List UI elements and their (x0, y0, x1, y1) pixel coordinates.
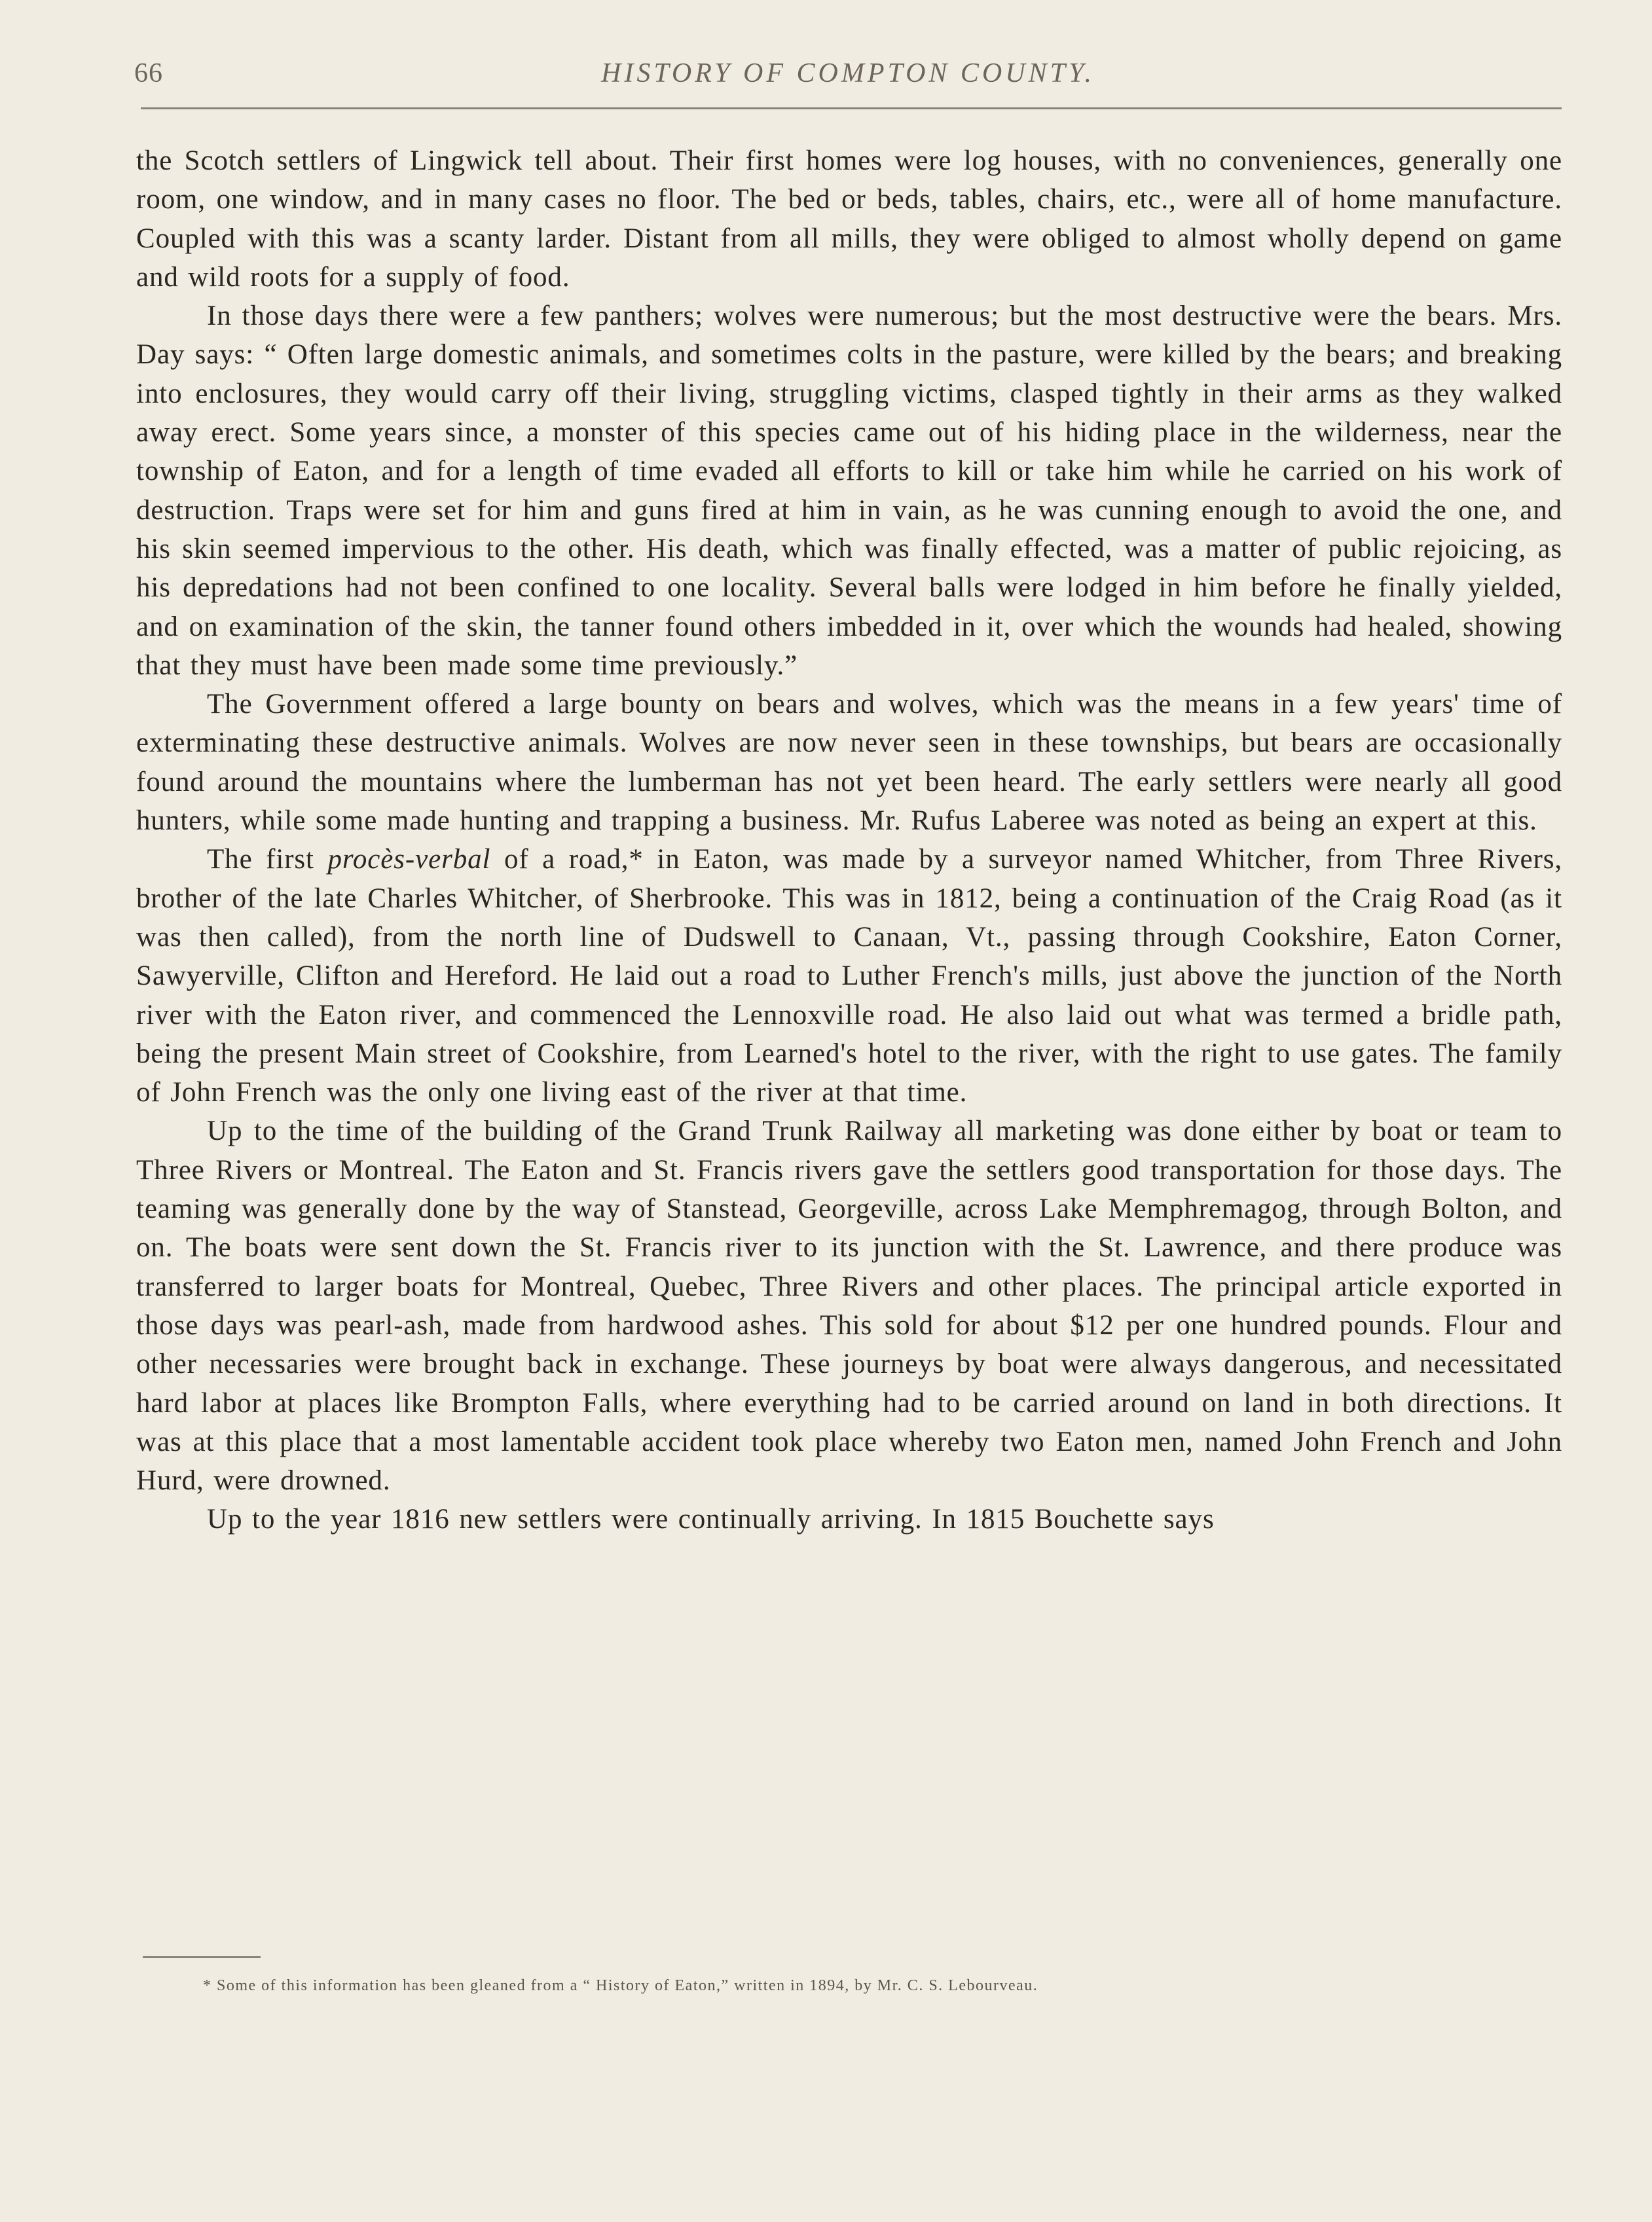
running-title: HISTORY OF COMPTON COUNTY. (601, 58, 1095, 88)
paragraph-6: Up to the year 1816 new settlers were continually arriving. In 1815 Bouchette says (207, 1504, 1215, 1535)
page-header (134, 58, 1562, 97)
paragraph-4-rest: of a road,* in Eaton, was made by a surveyor named Whitcher, from Three Rivers, brother of the late Charles Whitcher, of Sherbrooke. This was in 1812, being a continuation of the Craig Road (as it was then called), from the north line of Dudswell to Canaan, Vt., passing through Cookshire, Eaton Corner, Sawyerville, Clifton and Hereford. He laid out a road to Luther French's mills, just above the junction of the North river with the Eaton river, and commenced the Lennoxville road. He also laid out what was termed a bridle path, being the present Main street of Cookshire, from Learned's hotel to the river, with the right to use gates. The family of John French was the only one living east of the river at that time. (136, 844, 1562, 1108)
page-number: 66 (134, 58, 163, 88)
paragraph-5: Up to the time of the building of the Grand Trunk Railway all marketing was done either by boat or team to Three Rivers or Montreal. The Eaton and St. Francis rivers gave the settlers good transportation for those days. The teaming was generally done by the way of Stanstead, Georgeville, across Lake Memphremagog, through Bolton, and on. The boats were sent down the St. Francis river to its junction with the St. Lawrence, and there produce was transferred to larger boats for Montreal, Quebec, Three Rivers and other places. The principal article exported in those days was pearl-ash, made from hardwood ashes. This sold for about $12 per one hundred pounds. Flour and other necessaries were brought back in exchange. These journeys by boat were always dangerous, and necessitated hard labor at places like Brompton Falls, where everything had to be carried around on land in both directions. It was at this place that a most lamentable accident took place whereby two Eaton men, named John French and John Hurd, were drowned. (136, 1116, 1562, 1497)
footnote-rule (143, 1956, 261, 1958)
paragraph-3: The Government offered a large bounty on bears and wolves, which was the means in a few years' time of exterminating these destructive animals. Wolves are now never seen in these townships, but bears are occasionally found around the mountains where the lumberman has not yet been heard. The early settlers were nearly all good hunters, while some made hunting and trapping a business. Mr. Rufus Laberee was noted as being an expert at this. (136, 689, 1562, 837)
footnote: * Some of this information has been gleaned from a “ History of Eaton,” written in 1894, by Mr. C. S. Lebourveau. (203, 1977, 1038, 1994)
body-text (136, 141, 1562, 1539)
paragraph-2: In those days there were a few panthers; wolves were numerous; but the most destructive were the bears. Mrs. Day says: “ Often large domestic animals, and sometimes colts in the pasture, were killed by the bears; and breaking into enclosures, they would carry off their living, struggling victims, clasped tightly in their arms as they walked away erect. Some years since, a monster of this species came out of his hiding place in the wilderness, near the township of Eaton, and for a length of time evaded all efforts to kill or take him while he carried on his work of destruction. Traps were set for him and guns fired at him in vain, as he was cunning enough to avoid the one, and his skin seemed impervious to the other. His death, which was finally effected, was a matter of public rejoicing, as his depredations had not been confined to one locality. Several balls were lodged in him before he finally yielded, and on examination of the skin, the tanner found others imbedded in it, over which the wounds had healed, showing that they must have been made some time previously.” (136, 301, 1562, 681)
proces-verbal-term: procès-verbal (327, 844, 491, 875)
paragraph-4-start: The first (207, 844, 328, 875)
paragraph-1: the Scotch settlers of Lingwick tell about. Their first homes were log houses, with no conveniences, generally one room, one window, and in many cases no floor. The bed or beds, tables, chairs, etc., were all of home manufacture. Coupled with this was a scanty larder. Distant from all mills, they were obliged to almost wholly depend on game and wild roots for a supply of food. (136, 145, 1562, 293)
header-rule (141, 107, 1562, 109)
paragraph-4 (136, 840, 1562, 1112)
